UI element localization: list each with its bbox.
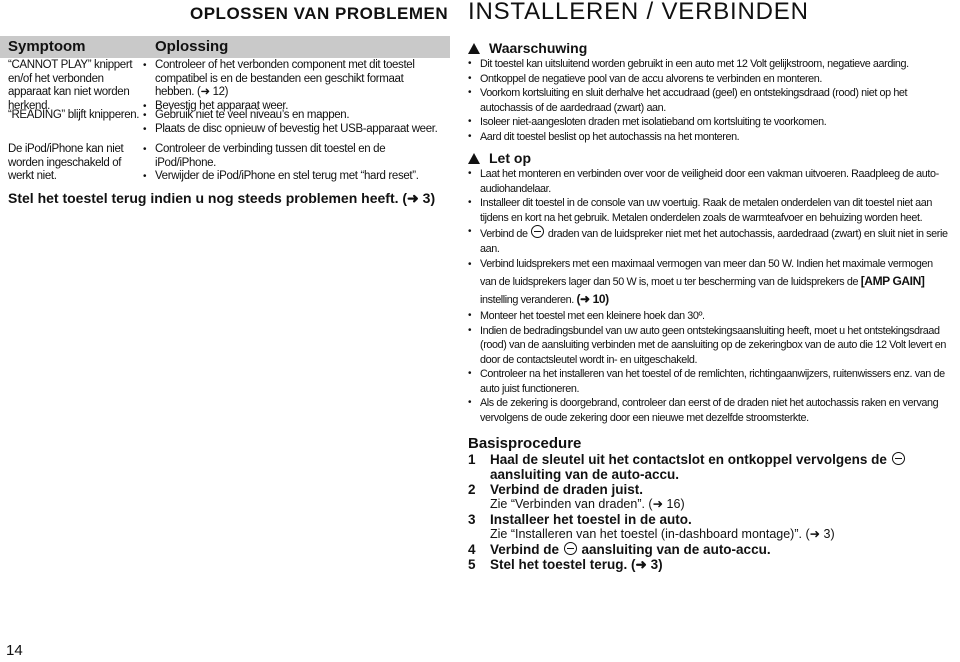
step-text: Installeer het toestel in de auto. — [490, 512, 692, 527]
step-text: aansluiting van de auto-accu. — [490, 467, 680, 482]
symptom-cell: De iPod/iPhone kan niet worden ingeschakeld of werkt niet. — [8, 143, 124, 182]
caution-item — [468, 225, 948, 256]
step-note: Zie “Verbinden van draden”. (➜ 16) — [490, 497, 685, 511]
caution-list — [468, 167, 948, 425]
solution-item: • Gebruik niet te veel niveau’s en mappen. — [143, 109, 443, 123]
solution-item: • Controleer de verbinding tussen dit toestel en de iPod/iPhone. — [143, 143, 443, 170]
negative-terminal-icon — [531, 225, 544, 238]
step-text: Verbind de draden juist. — [490, 482, 644, 497]
basis-heading: Basisprocedure — [468, 435, 582, 452]
step-note: Zie “Installeren van het toestel (in-dashboard montage)”. (➜ 3) — [490, 527, 835, 541]
installation-column — [468, 40, 948, 572]
warning-title: Waarschuwing — [489, 40, 588, 56]
caution-item: • Monteer het toestel met een kleinere hoek dan 30º. — [468, 309, 948, 324]
basis-steps — [468, 452, 948, 572]
warning-item: • Voorkom kortsluiting en sluit derhalve het accudraad (geel) en ontstekingsdraad (rood) niet op het autochassis of de aardedraad (zwart) aan. — [468, 86, 948, 115]
step-3 — [468, 512, 948, 527]
warning-icon — [468, 43, 480, 54]
warning-item: • Ontkoppel de negatieve pool van de accu alvorens te verbinden en monteren. — [468, 72, 948, 87]
caution-heading — [468, 150, 948, 166]
warning-item: • Dit toestel kan uitsluitend worden gebruikt in een auto met 12 Volt gelijkstroom, negatieve aarding. — [468, 57, 948, 72]
caution-text: instelling veranderen. — [480, 294, 577, 306]
step-number: 2 — [468, 482, 476, 497]
warning-heading — [468, 40, 948, 56]
solution-item: • Plaats de disc opnieuw of bevestig het USB-apparaat weer. — [143, 123, 443, 137]
solution-item: • Controleer of het verbonden component met dit toestel compatibel is en de bestanden een geschikt formaat hebben. (➜ 12) — [143, 59, 443, 100]
step-text: Verbind de — [490, 542, 563, 557]
caution-item: • Controleer na het installeren van het toestel of de remlichten, richtingaanwijzers, ruitenwissers enz. van de auto juist functioneren. — [468, 367, 948, 396]
page-reference: (➜ 10) — [576, 292, 609, 306]
warning-item: • Isoleer niet-aangesloten draden met isolatieband om kortsluiting te voorkomen. — [468, 115, 948, 130]
caution-item: • Laat het monteren en verbinden over voor de veiligheid door een vakman uitvoeren. Raadpleeg de auto-audiohandelaar. — [468, 167, 948, 196]
caution-text: draden van de luidspreker niet met het autochassis, aardedraad (zwart) en sluit niet in serie aan. — [480, 228, 948, 255]
caution-title: Let op — [489, 150, 531, 166]
section-title-installation: INSTALLEREN / VERBINDEN — [468, 0, 809, 25]
solution-cell — [143, 59, 443, 113]
page-number: 14 — [6, 642, 23, 659]
symptom-cell: “READING” blijft knipperen. — [8, 109, 140, 121]
caution-icon — [468, 153, 480, 164]
column-header-symptom: Symptoom — [8, 38, 86, 55]
solution-item: • Verwijder de iPod/iPhone en stel terug met “hard reset”. — [143, 170, 443, 184]
step-2 — [468, 482, 948, 497]
solution-cell — [143, 109, 443, 136]
solution-cell — [143, 143, 443, 184]
step-text: aansluiting van de auto-accu. — [577, 542, 771, 557]
caution-item: • Indien de bedradingsbundel van uw auto geen ontstekingsaansluiting heeft, moet u het ontstekingsdraad (rood) van de aansluiting verbinden met de aansluiting op de zekeringbox van de auto die 12 Volt levert en door de contactsleutel wordt in- en uitgeschakeld. — [468, 324, 948, 368]
caution-item — [468, 256, 948, 309]
step-4 — [468, 542, 948, 557]
step-text: Stel het toestel terug. (➜ 3) — [490, 557, 663, 572]
caution-item: • Installeer dit toestel in de console van uw voertuig. Raak de metalen onderdelen van dit toestel niet aan tijdens en kort na het gebruik. Metalen onderdelen zoals de warmteafvoer en behuizing worden heet. — [468, 196, 948, 225]
warning-item: • Aard dit toestel beslist op het autochassis na het monteren. — [468, 130, 948, 145]
step-text: Haal de sleutel uit het contactslot en ontkoppel vervolgens de — [490, 452, 891, 467]
table-header — [0, 36, 450, 58]
caution-text: Verbind luidsprekers met een maximaal vermogen van meer dan 50 W. Indien het maximale vermogen van de luidsprekers lager dan 50 W is, moet u ter bescherming van de luidsprekers de — [480, 258, 933, 288]
step-number: 3 — [468, 512, 476, 527]
caution-text: Verbind de — [480, 228, 531, 240]
negative-terminal-icon — [892, 452, 905, 465]
warning-list — [468, 57, 948, 144]
step-1 — [468, 452, 948, 482]
amp-gain-setting: [AMP GAIN] — [860, 274, 925, 288]
step-number: 4 — [468, 542, 476, 557]
step-number: 1 — [468, 452, 476, 467]
solution-item: • Bevestig het apparaat weer. — [143, 100, 443, 114]
step-5 — [468, 557, 948, 572]
caution-item: • Als de zekering is doorgebrand, controleer dan eerst of de draden niet het autochassis raken en vervang vervolgens de oude zekering door een nieuwe met dezelfde stroomsterkte. — [468, 396, 948, 425]
negative-terminal-icon — [564, 542, 577, 555]
section-title-troubleshooting: OPLOSSEN VAN PROBLEMEN — [190, 4, 449, 23]
reset-note: Stel het toestel terug indien u nog steeds problemen heeft. (➜ 3) — [8, 190, 436, 206]
symptom-cell: “CANNOT PLAY” knippert en/of het verbonden apparaat kan niet worden herkend. — [8, 59, 133, 112]
step-number: 5 — [468, 557, 476, 572]
column-header-solution: Oplossing — [155, 38, 229, 55]
